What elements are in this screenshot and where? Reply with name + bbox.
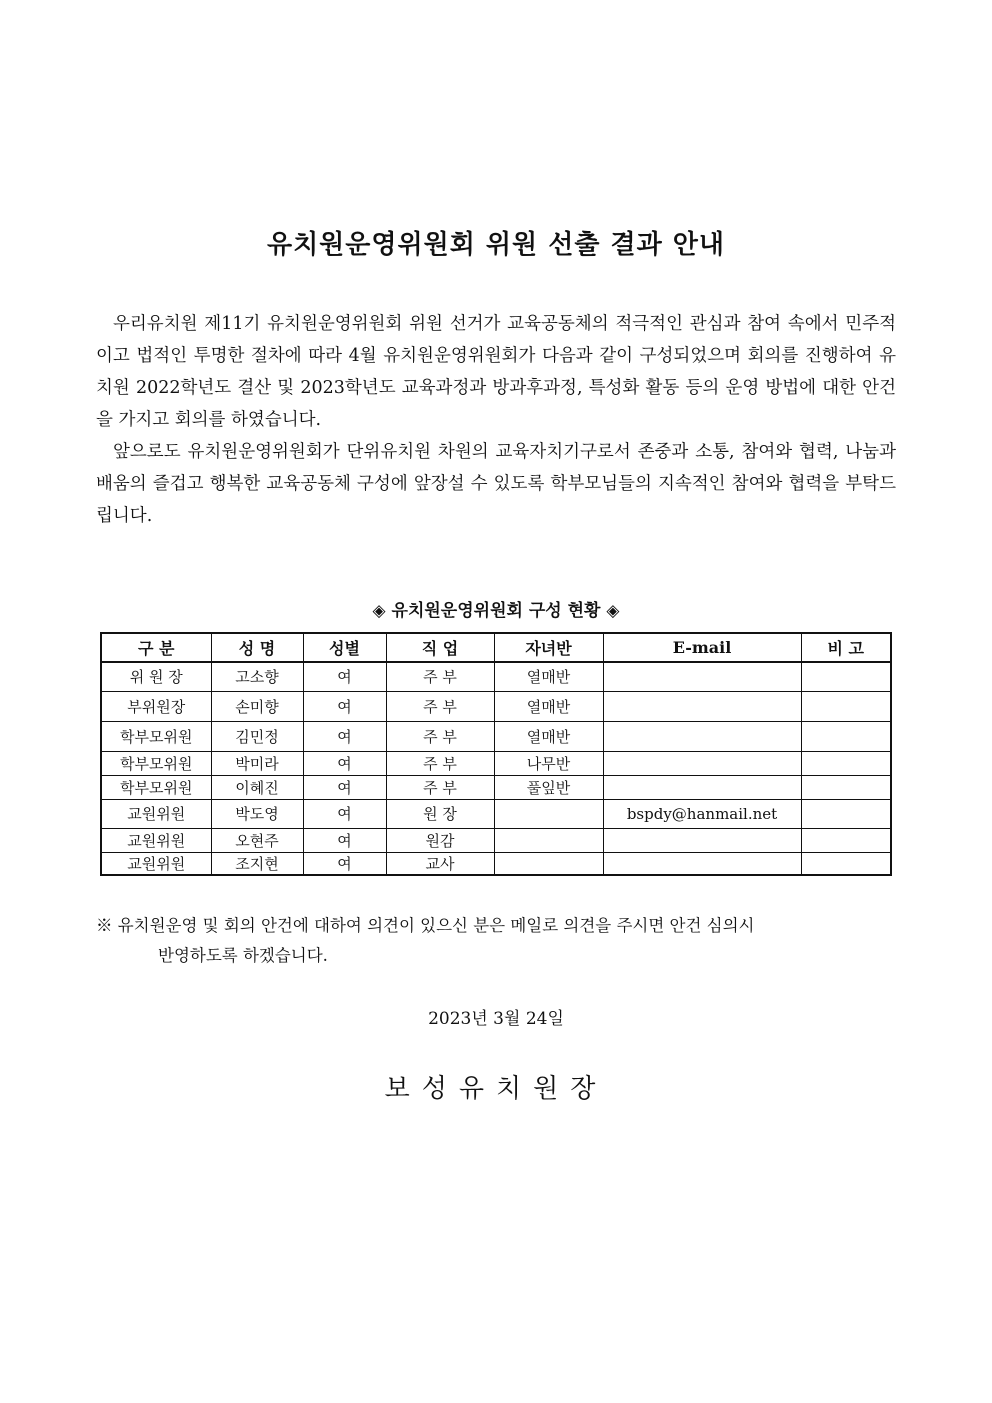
cell-child-class: 열매반 [494,691,603,721]
cell-name: 박미라 [211,751,303,775]
cell-remarks [801,828,891,852]
cell-remarks [801,751,891,775]
cell-category: 학부모위원 [101,751,211,775]
cell-category: 교원위원 [101,799,211,828]
cell-gender: 여 [303,775,386,799]
cell-occupation: 원감 [386,828,494,852]
cell-occupation: 주 부 [386,662,494,691]
header-name: 성 명 [211,633,303,662]
cell-name: 고소향 [211,662,303,691]
table-row [101,775,891,799]
cell-gender: 여 [303,691,386,721]
committee-table [100,632,892,876]
cell-email [603,691,801,721]
cell-remarks [801,799,891,828]
cell-child-class: 나무반 [494,751,603,775]
cell-gender: 여 [303,751,386,775]
cell-gender: 여 [303,799,386,828]
cell-name: 김민정 [211,721,303,751]
table-row [101,691,891,721]
cell-category: 학부모위원 [101,721,211,751]
body-text [96,308,896,532]
cell-name: 손미향 [211,691,303,721]
cell-category: 위 원 장 [101,662,211,691]
paragraph-2: 앞으로도 유치원운영위원회가 단위유치원 차원의 교육자치기구로서 존중과 소통, 참여와 협력, 나눔과 배움의 즐겁고 행복한 교육공동체 구성에 앞장설 수 있도록 학부모님들의 지속적인 참여와 협력을 부탁드립니다. [96,442,896,526]
cell-gender: 여 [303,828,386,852]
document-title: 유치원운영위원회 위원 선출 결과 안내 [266,230,726,260]
cell-occupation: 주 부 [386,691,494,721]
cell-email [603,721,801,751]
table-row [101,828,891,852]
cell-name: 이혜진 [211,775,303,799]
table-row [101,852,891,875]
cell-category: 교원위원 [101,828,211,852]
cell-child-class: 풀잎반 [494,775,603,799]
cell-email [603,662,801,691]
cell-occupation: 주 부 [386,775,494,799]
cell-remarks [801,775,891,799]
table-row [101,662,891,691]
cell-name: 박도영 [211,799,303,828]
cell-child-class [494,799,603,828]
document-date: 2023년 3월 24일 [428,1009,564,1029]
notice-line-2: 반영하도록 하겠습니다. [158,946,328,965]
header-occupation: 직 업 [386,633,494,662]
cell-remarks [801,852,891,875]
header-category: 구 분 [101,633,211,662]
signature: 보성유치원장 [384,1074,608,1104]
cell-name: 조지현 [211,852,303,875]
header-email: E-mail [603,633,801,662]
cell-gender: 여 [303,721,386,751]
table-row [101,751,891,775]
header-remarks: 비 고 [801,633,891,662]
table-row [101,799,891,828]
cell-occupation: 원 장 [386,799,494,828]
cell-child-class: 열매반 [494,662,603,691]
paragraph-1: 우리유치원 제11기 유치원운영위원회 위원 선거가 교육공동체의 적극적인 관심과 참여 속에서 민주적이고 법적인 투명한 절차에 따라 4월 유치원운영위원회가 다음과 같이 구성되었으며 회의를 진행하여 유치원 2022학년도 결산 및 2023학년도 교육과정과 방과후과정, 특성화 활동 등의 운영 방법에 대한 안건을 가지고 회의를 하였습니다. [96,314,896,430]
cell-child-class [494,852,603,875]
cell-email [603,751,801,775]
table-title: ◈ 유치원운영위원회 구성 현황 ◈ [372,601,620,621]
notice [96,911,892,971]
cell-email [603,775,801,799]
notice-line-1: ※ 유치원운영 및 회의 안건에 대하여 의견이 있으신 분은 메일로 의견을 주시면 안건 심의시 [96,916,755,935]
cell-child-class [494,828,603,852]
cell-name: 오현주 [211,828,303,852]
cell-category: 학부모위원 [101,775,211,799]
table-row [101,721,891,751]
cell-remarks [801,691,891,721]
cell-remarks [801,721,891,751]
header-row [101,633,891,662]
cell-occupation: 주 부 [386,721,494,751]
header-child-class: 자녀반 [494,633,603,662]
cell-remarks [801,662,891,691]
cell-email [603,828,801,852]
table-header [101,633,891,662]
header-gender: 성별 [303,633,386,662]
cell-child-class: 열매반 [494,721,603,751]
cell-email [603,852,801,875]
cell-email: bspdy@hanmail.net [603,799,801,828]
cell-gender: 여 [303,662,386,691]
cell-occupation: 교사 [386,852,494,875]
cell-category: 부위원장 [101,691,211,721]
cell-gender: 여 [303,852,386,875]
cell-occupation: 주 부 [386,751,494,775]
table-body [101,662,891,875]
cell-category: 교원위원 [101,852,211,875]
